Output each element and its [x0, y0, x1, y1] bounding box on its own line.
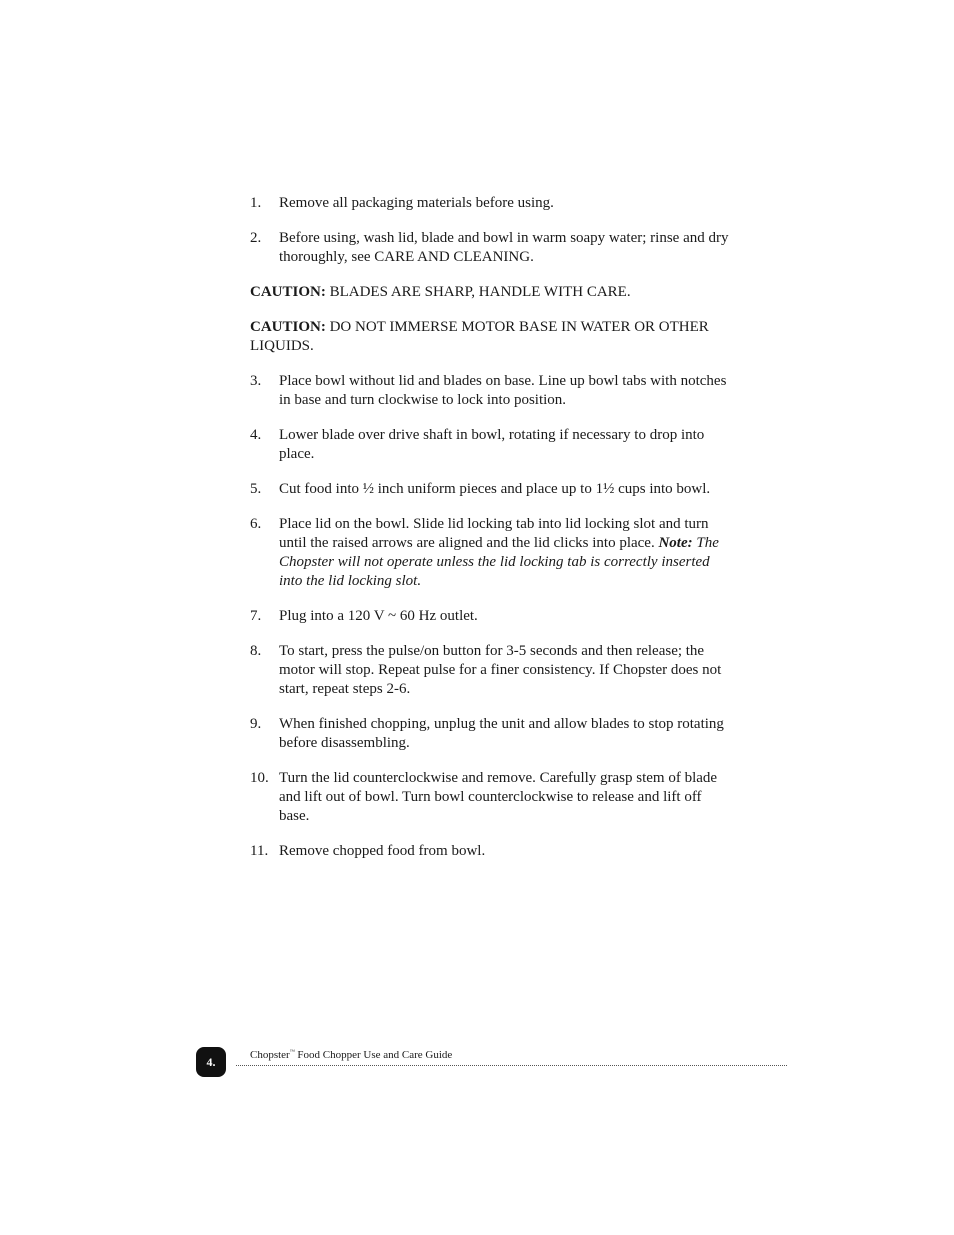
step-text: Turn the lid counterclockwise and remove. Carefully grasp stem of blade and lift out of bowl. Turn bowl counterclockwise to release and lift off base. — [279, 770, 718, 824]
step-text: Lower blade over drive shaft in bowl, rotating if necessary to drop into place. — [279, 427, 705, 462]
step-9 — [250, 715, 730, 753]
note-label: Note: — [658, 535, 693, 551]
step-4 — [250, 426, 730, 464]
instructions — [250, 194, 730, 877]
step-number: 11. — [250, 843, 269, 859]
footer-title-rest: Food Chopper Use and Care Guide — [294, 1049, 453, 1061]
caution-blades — [250, 283, 730, 302]
step-text-with-note — [279, 515, 730, 591]
step-text: To start, press the pulse/on button for 3-5 seconds and then release; the motor will stop. Repeat pulse for a finer consistency. If Chopster does not start, repeat steps 2-6. — [279, 643, 722, 697]
trademark-symbol: ™ — [289, 1050, 295, 1055]
step-text: Plug into a 120 V ~ 60 Hz outlet. — [279, 608, 478, 624]
step-text: When finished chopping, unplug the unit and allow blades to stop rotating before disassembling. — [279, 716, 724, 751]
step-text: Before using, wash lid, blade and bowl in warm soapy water; rinse and dry thoroughly, see CARE AND CLEANING. — [279, 230, 729, 265]
step-text: Place bowl without lid and blades on base. Line up bowl tabs with notches in base and turn clockwise to lock into position. — [279, 373, 727, 408]
step-number: 1. — [250, 195, 262, 211]
step-2 — [250, 229, 730, 267]
step-number: 5. — [250, 481, 262, 497]
step-10 — [250, 769, 730, 826]
step-number: 6. — [250, 516, 262, 532]
step-text: Remove all packaging materials before using. — [279, 195, 554, 211]
step-number: 2. — [250, 230, 262, 246]
note-text: The Chopster will not operate unless the lid locking tab is correctly inserted into the lid locking slot. — [279, 535, 719, 589]
caution-text: DO NOT IMMERSE MOTOR BASE IN WATER OR OTHER LIQUIDS. — [250, 319, 709, 354]
caution-label: CAUTION: — [250, 284, 326, 300]
step-11 — [250, 842, 730, 861]
step-5 — [250, 480, 730, 499]
step-number: 9. — [250, 716, 262, 732]
step-number: 3. — [250, 373, 262, 389]
caution-label: CAUTION: — [250, 319, 326, 335]
caution-immerse — [250, 318, 730, 356]
footer-dotted-rule — [236, 1065, 787, 1066]
step-8 — [250, 642, 730, 699]
step-6 — [250, 515, 730, 591]
step-number: 4. — [250, 427, 262, 443]
step-1 — [250, 194, 730, 213]
page-number-badge: 4. — [196, 1047, 226, 1077]
footer-title — [250, 1046, 452, 1062]
step-text: Remove chopped food from bowl. — [279, 843, 486, 859]
step-number: 10. — [250, 770, 269, 786]
step-number: 7. — [250, 608, 262, 624]
step-text: Place lid on the bowl. Slide lid locking tab into lid locking slot and turn until the raised arrows are aligned and the lid clicks into place. — [279, 516, 709, 551]
step-text: Cut food into ½ inch uniform pieces and place up to 1½ cups into bowl. — [279, 481, 711, 497]
footer-brand: Chopster — [250, 1049, 290, 1061]
step-number: 8. — [250, 643, 262, 659]
step-3 — [250, 372, 730, 410]
caution-text: BLADES ARE SHARP, HANDLE WITH CARE. — [325, 284, 631, 300]
step-7 — [250, 607, 730, 626]
